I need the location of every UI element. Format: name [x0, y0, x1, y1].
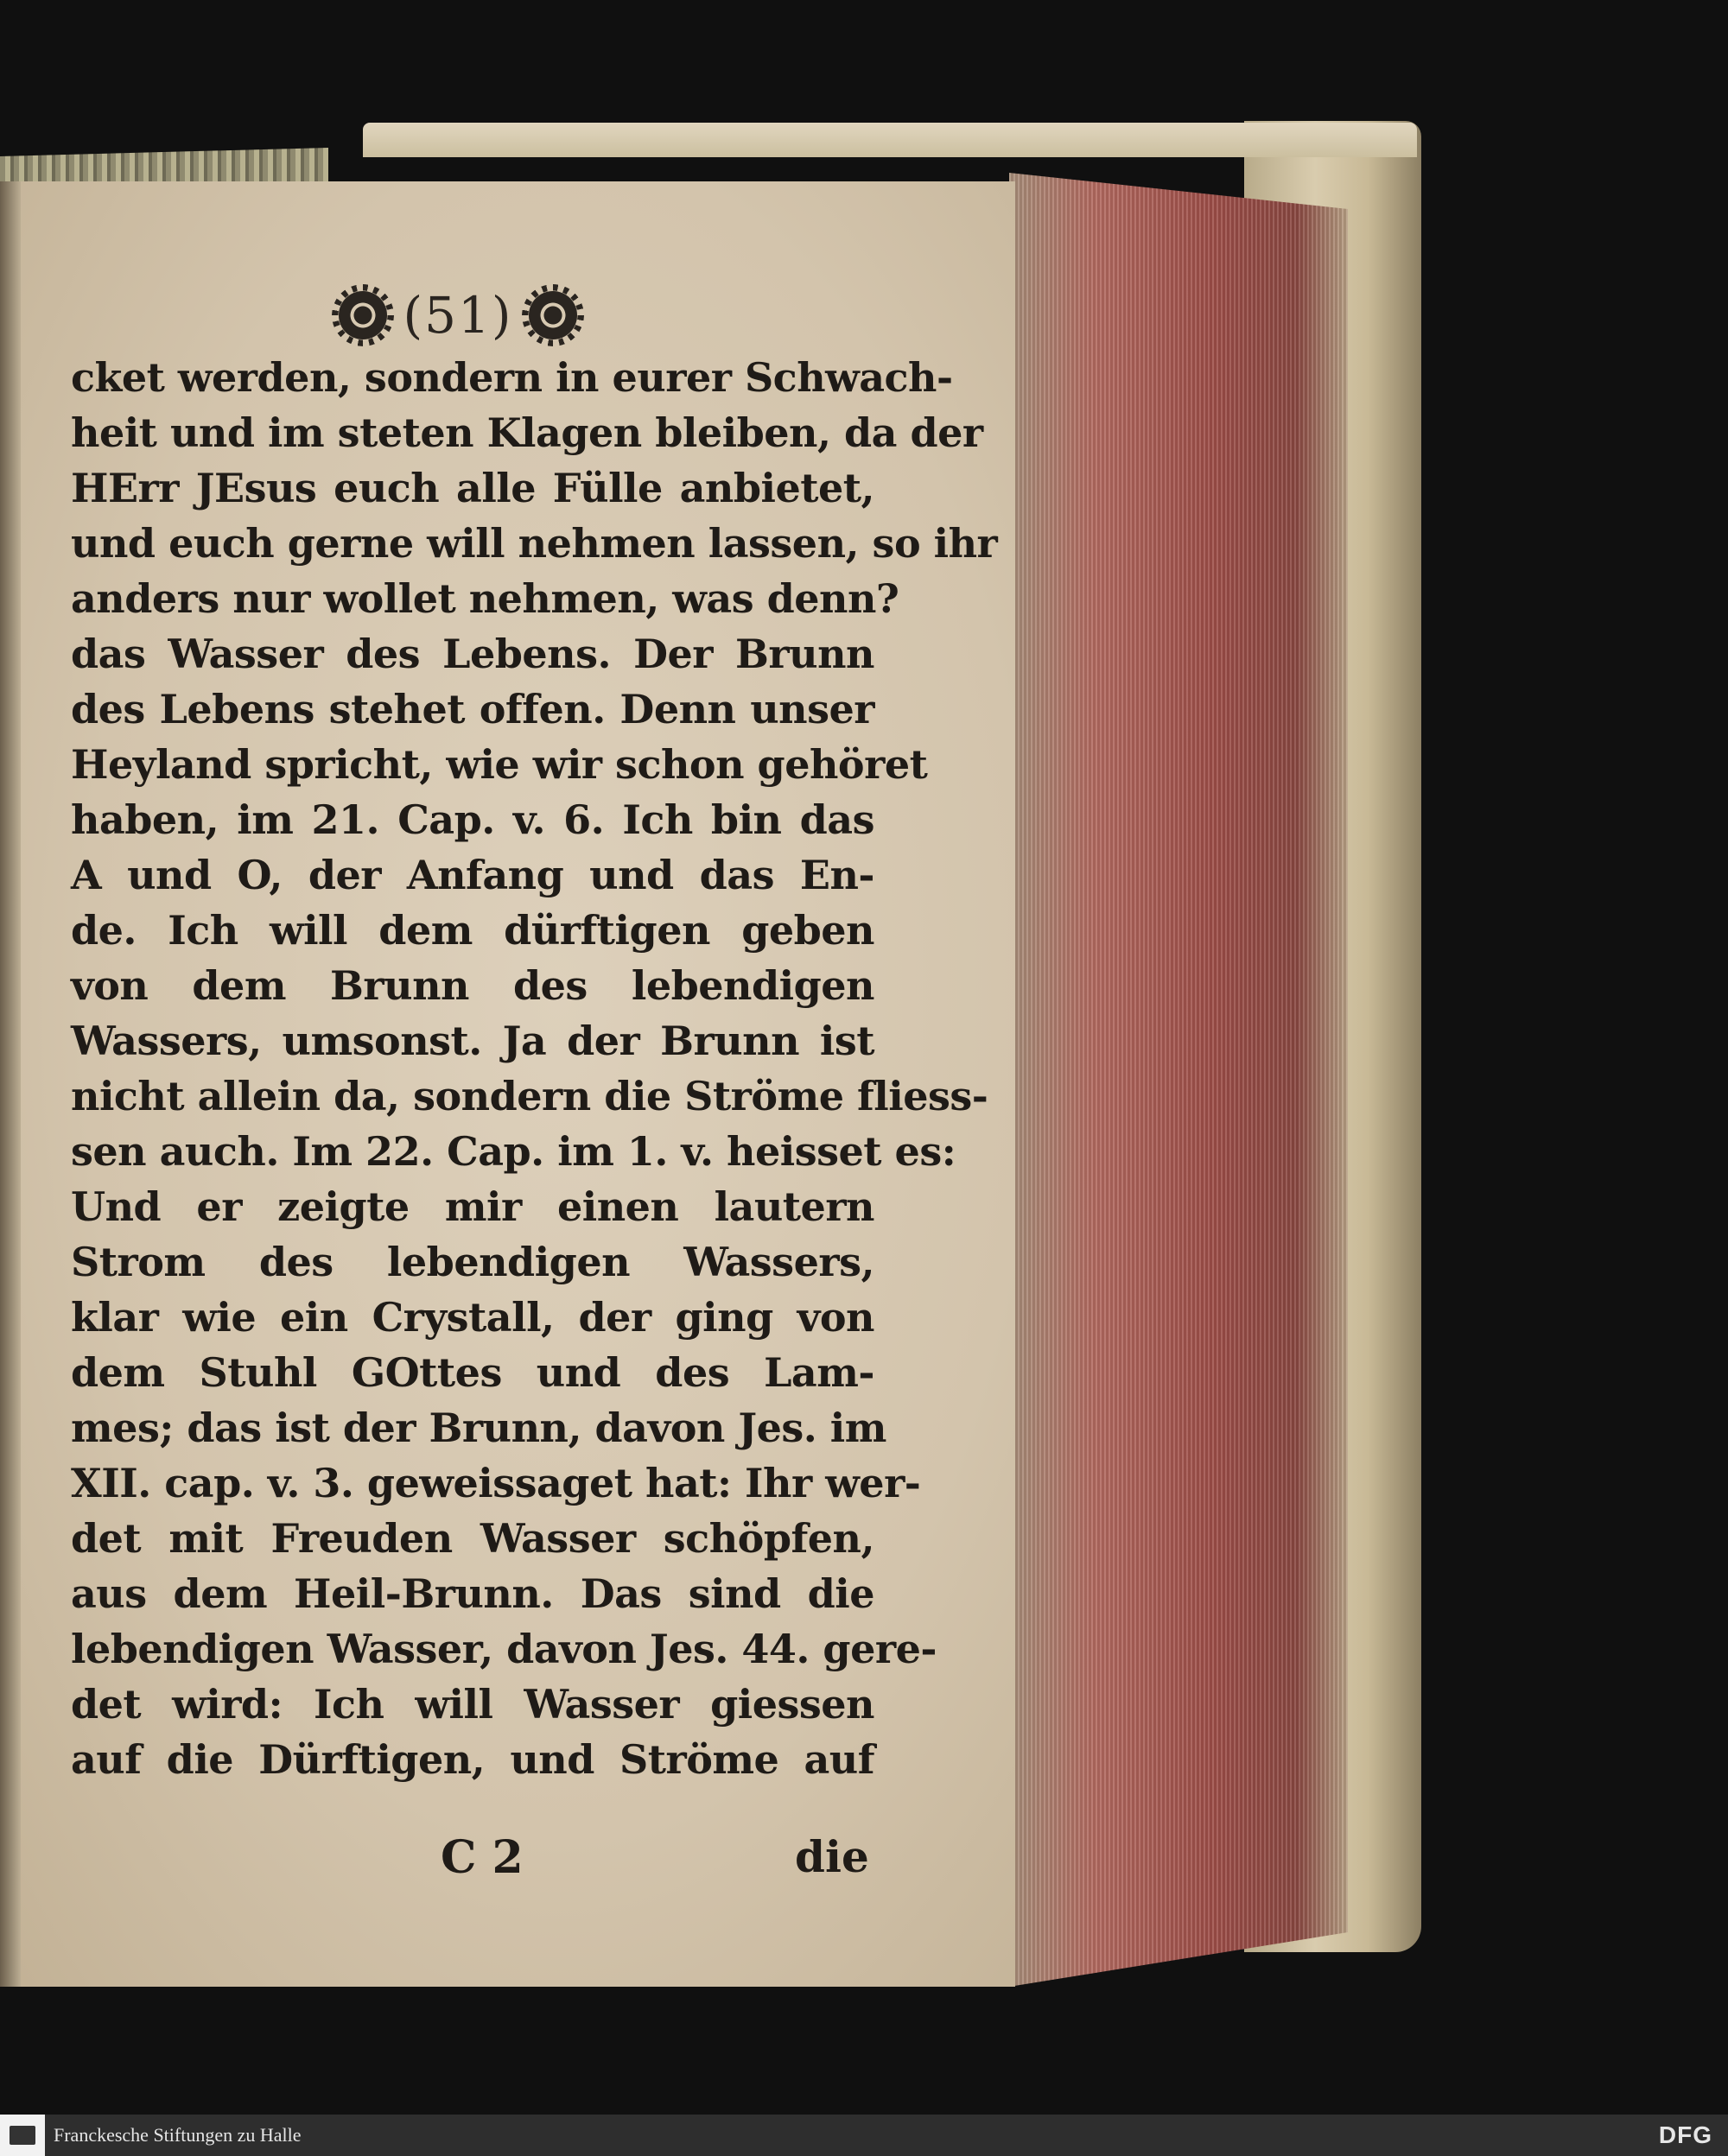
text-line: sen auch. Im 22. Cap. im 1. v. heisset es: [71, 1128, 956, 1175]
text-line: Strom des lebendigen Wassers, [71, 1239, 874, 1285]
text-line: Und er zeigte mir einen lautern [71, 1183, 874, 1230]
text-line: klar wie ein Crystall, der ging von [71, 1294, 874, 1341]
page-text [71, 350, 998, 1787]
institution-logo[interactable] [0, 2115, 45, 2156]
ornament-left-icon [339, 291, 387, 339]
text-line: nicht allein da, sondern die Ströme fliess- [71, 1073, 988, 1119]
signature-mark: C 2 [441, 1831, 524, 1884]
text-line: XII. cap. v. 3. geweissaget hat: Ihr wer- [71, 1460, 921, 1506]
text-line: det wird: Ich will Wasser giessen [71, 1681, 874, 1728]
page-gutter [0, 181, 21, 1987]
text-line: anders nur wollet nehmen, was denn? [71, 575, 899, 622]
text-line: das Wasser des Lebens. Der Brunn [71, 631, 874, 677]
dfg-logo[interactable]: DFG [1658, 2121, 1712, 2148]
text-line: heit und im steten Klagen bleiben, da der [71, 409, 983, 456]
book-cover-top [363, 123, 1417, 157]
text-line: det mit Freuden Wasser schöpfen, [71, 1515, 874, 1562]
text-line: lebendigen Wasser, davon Jes. 44. gere- [71, 1626, 937, 1672]
page-edges [1009, 173, 1348, 1987]
page-number: (51) [403, 286, 513, 345]
text-line: cket werden, sondern in eurer Schwach- [71, 354, 953, 401]
text-line: A und O, der Anfang und das En- [71, 852, 874, 898]
text-line: Heyland spricht, wie wir schon gehöret [71, 741, 928, 788]
text-line: HErr JEsus euch alle Fülle anbietet, [71, 465, 874, 511]
page-header [311, 281, 605, 350]
text-line: auf die Dürftigen, und Ströme auf [71, 1736, 874, 1783]
logo-mark-icon [10, 2126, 35, 2145]
text-line: des Lebens stehet offen. Denn unser [71, 686, 874, 732]
text-line: de. Ich will dem dürftigen geben [71, 907, 874, 954]
text-line: haben, im 21. Cap. v. 6. Ich bin das [71, 796, 874, 843]
text-line: und euch gerne will nehmen lassen, so ihr [71, 520, 998, 567]
text-line: Wassers, umsonst. Ja der Brunn ist [71, 1018, 874, 1064]
catchword: die [795, 1831, 869, 1882]
text-line: dem Stuhl GOttes und des Lam- [71, 1349, 874, 1396]
text-line: aus dem Heil-Brunn. Das sind die [71, 1570, 874, 1617]
ornament-right-icon [529, 291, 577, 339]
viewer-footer-bar [0, 2115, 1728, 2156]
text-line: mes; das ist der Brunn, davon Jes. im [71, 1405, 886, 1451]
institution-label[interactable]: Franckesche Stiftungen zu Halle [54, 2124, 302, 2146]
text-line: von dem Brunn des lebendigen [71, 962, 874, 1009]
